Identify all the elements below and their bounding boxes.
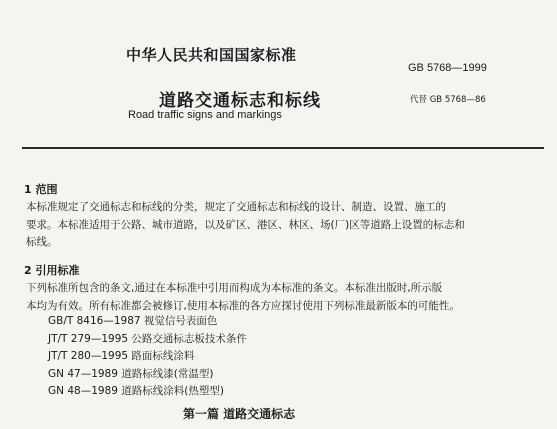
- list-item: GB/T 8416—1987 视觉信号表面色: [48, 315, 218, 327]
- referenced-standards-list: [48, 313, 247, 401]
- national-standard-heading: 中华人民共和国国家标准: [126, 46, 297, 64]
- section-2-line: 本均为有效。所有标准都会被修订,使用本标准的各方应探讨使用下列标准最新版本的可能性。: [26, 299, 460, 312]
- document-title-english: Road traffic signs and markings: [128, 109, 282, 121]
- list-item: JT/T 280—1995 路面标线涂料: [48, 350, 195, 362]
- section-2-body: [26, 280, 460, 315]
- section-1-line: 标线。: [26, 236, 58, 248]
- section-1-heading: 1 范围: [24, 183, 58, 196]
- part-title: 第一篇 道路交通标志: [183, 407, 296, 421]
- section-2-line: 下列标准所包含的条文,通过在本标准中引用而构成为本标准的条文。本标准出版时,所示版: [26, 282, 443, 294]
- list-item: GN 48—1989 道路标线涂料(热塑型): [48, 385, 224, 397]
- section-1-line: 要求。本标准适用于公路、城市道路，以及矿区、港区、林区、场(厂)区等道路上设置的标志和: [26, 218, 465, 231]
- section-1-body: [26, 199, 465, 252]
- list-item: GN 47—1989 道路标线漆(常温型): [48, 367, 214, 380]
- replaces-standard: 代替 GB 5768—86: [410, 95, 486, 105]
- document-title-chinese: 道路交通标志和标线: [159, 91, 321, 111]
- list-item: JT/T 279—1995 公路交通标志板技术条件: [48, 332, 247, 345]
- standard-number: GB 5768—1999: [408, 62, 487, 74]
- section-2-heading: 2 引用标准: [24, 264, 80, 277]
- header-divider: [22, 147, 544, 149]
- section-1-line: 本标准规定了交通标志和标线的分类，规定了交通标志和标线的设计、制造、设置、施工的: [26, 201, 446, 213]
